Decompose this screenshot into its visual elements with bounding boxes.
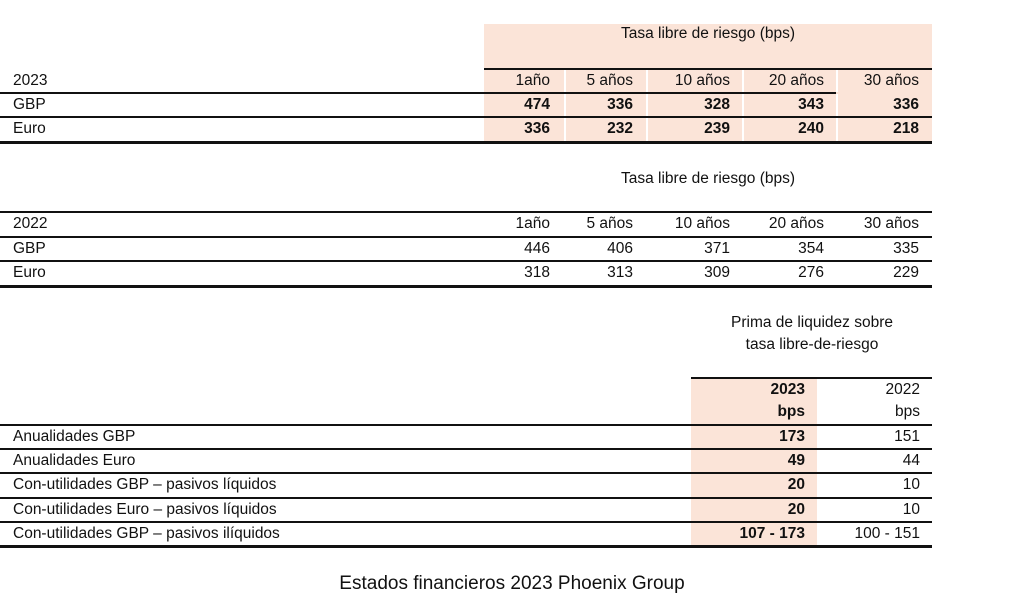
row-label: Con-utilidades Euro – pasivos líquidos [13,501,277,518]
value-cell: 232 [607,120,633,137]
value-cell: 474 [524,96,550,113]
value-cell: 107 - 173 [739,525,805,542]
year-label: 2023 [13,72,48,89]
value-cell: 318 [524,264,550,281]
column-header: 1año [515,72,550,89]
value-cell: 49 [787,452,805,469]
value-cell: 336 [607,96,633,113]
year-label: 2022 [13,215,48,232]
column-header: 1año [515,215,550,232]
column-header: 20 años [768,215,824,232]
table-bottom-rule [0,141,932,144]
column-header-year: 2023 [770,381,805,398]
column-header: 30 años [863,215,919,232]
value-cell: 10 [902,476,920,493]
value-cell: 229 [893,264,919,281]
row-label: Con-utilidades GBP – pasivos ilíquidos [13,525,280,542]
row-label: Euro [13,264,46,281]
value-cell: 336 [893,96,919,113]
column-header-unit: bps [895,403,920,420]
value-cell: 309 [704,264,730,281]
column-header-year: 2022 [885,381,920,398]
value-cell: 10 [902,501,920,518]
value-cell: 20 [787,501,805,518]
value-cell: 406 [607,240,633,257]
column-header: 5 años [586,215,633,232]
value-cell: 354 [798,240,824,257]
value-cell: 276 [798,264,824,281]
column-header: 20 años [768,72,824,89]
value-cell: 240 [798,120,824,137]
value-cell: 239 [704,120,730,137]
row-label: Con-utilidades GBP – pasivos líquidos [13,476,277,493]
row-label: Anualidades Euro [13,452,136,469]
row-label: GBP [13,96,46,113]
row-label: GBP [13,240,46,257]
value-cell: 313 [607,264,633,281]
value-cell: 44 [902,452,920,469]
value-cell: 218 [893,120,919,137]
value-cell: 151 [894,428,920,445]
column-header: 30 años [863,72,919,89]
table-title: Tasa libre de riesgo (bps) [620,25,796,42]
column-header: 5 años [586,72,633,89]
value-cell: 343 [798,96,824,113]
column-header-unit: bps [777,403,805,420]
table-title-line2: tasa libre-de-riesgo [745,336,879,353]
column-header: 10 años [674,72,730,89]
value-cell: 446 [524,240,550,257]
row-label: Euro [13,120,46,137]
value-cell: 20 [787,476,805,493]
value-cell: 335 [893,240,919,257]
value-cell: 371 [704,240,730,257]
column-header: 10 años [674,215,730,232]
table-title: Tasa libre de riesgo (bps) [620,170,796,187]
table-title-line1: Prima de liquidez sobre [731,314,893,331]
value-cell: 100 - 151 [854,525,920,542]
value-cell: 328 [704,96,730,113]
table-bottom-rule [0,285,932,288]
row-label: Anualidades GBP [13,428,136,445]
value-cell: 173 [779,428,805,445]
value-cell: 336 [524,120,550,137]
caption: Estados financieros 2023 Phoenix Group [339,573,685,594]
table-bottom-rule [0,545,932,548]
